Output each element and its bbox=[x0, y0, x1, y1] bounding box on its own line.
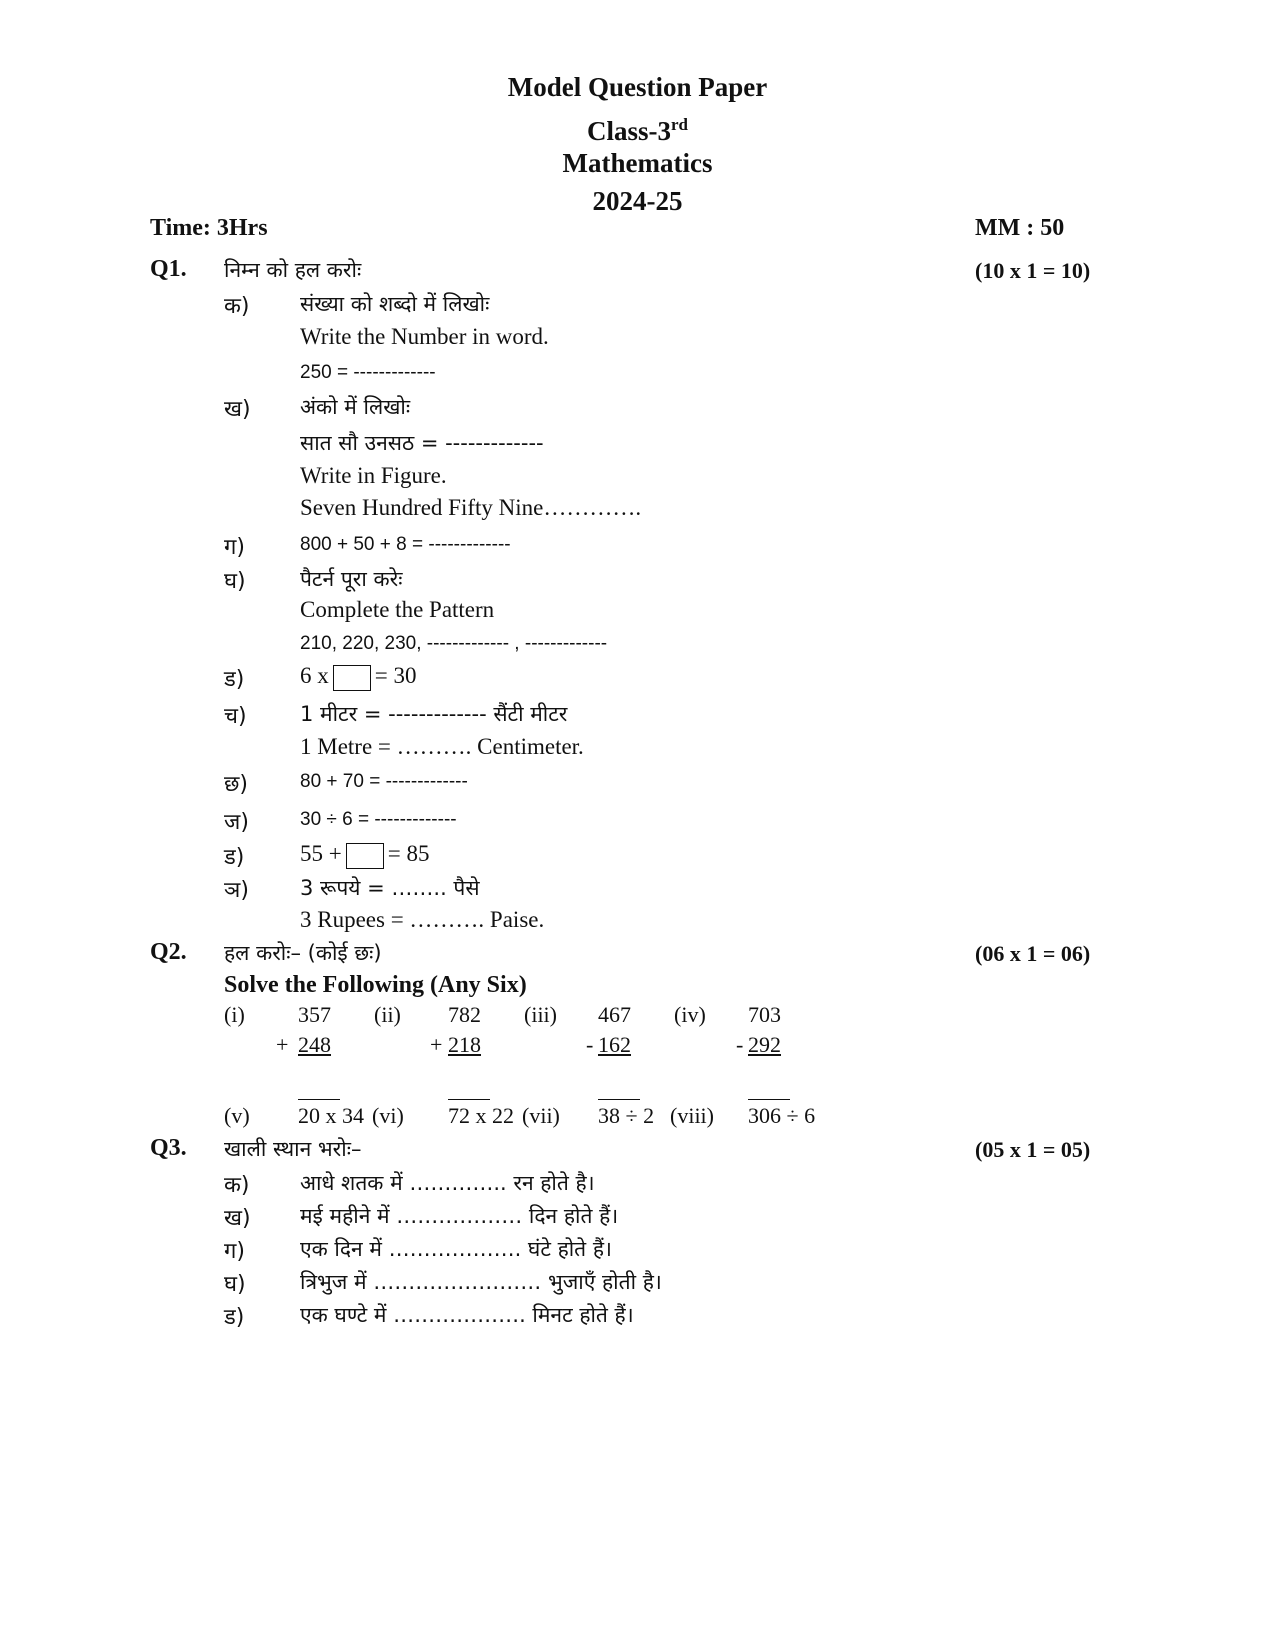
q1-title: निम्न को हल करोः bbox=[224, 258, 362, 282]
answer-line bbox=[748, 1099, 790, 1100]
sum-i-top: 357 bbox=[298, 1002, 331, 1027]
q1-d-english: Complete the Pattern bbox=[300, 597, 495, 622]
q3-e-text: एक घण्टे में ………………. मिनट होते हैं। bbox=[300, 1303, 634, 1327]
q1-g-expression: 80 + 70 = ------------- bbox=[300, 771, 468, 792]
sum-i-bottom: 248 bbox=[298, 1032, 331, 1057]
q1-a-label: क) bbox=[224, 294, 250, 319]
time-allowed: Time: 3Hrs bbox=[150, 215, 268, 241]
q3-b-text: मई महीने में ……………… दिन होते हैं। bbox=[300, 1204, 619, 1228]
q1-j-hindi: 3 रूपये = …….. पैसे bbox=[300, 876, 480, 900]
q1-f-label: च) bbox=[224, 704, 247, 729]
q1-b-hindi: अंको में लिखोः bbox=[300, 395, 411, 419]
q1-marks: (10 x 1 = 10) bbox=[975, 258, 1091, 283]
q2-marks: (06 x 1 = 06) bbox=[975, 941, 1091, 966]
q2-number: Q2. bbox=[150, 939, 187, 965]
q1-e-label: ड) bbox=[224, 667, 245, 692]
q1-a-expression: 250 = ------------- bbox=[300, 362, 436, 383]
q3-marks: (05 x 1 = 05) bbox=[975, 1137, 1091, 1162]
sum-ii-top: 782 bbox=[448, 1002, 481, 1027]
q1-b-hindi-number: सात सौ उनसठ = ------------- bbox=[300, 431, 544, 455]
q1-b-label: ख) bbox=[224, 397, 251, 422]
sum-iv-label: (iv) bbox=[674, 1002, 706, 1027]
sum-iii-label: (iii) bbox=[524, 1002, 557, 1027]
q3-d-text: त्रिभुज में …………………… भुजाएँ होती है। bbox=[300, 1270, 662, 1294]
paper-header bbox=[0, 68, 1275, 220]
class-suffix: rd bbox=[671, 115, 688, 134]
sum-v-expression: 20 x 34 bbox=[298, 1103, 364, 1128]
q1-d-hindi: पैटर्न पूरा करेः bbox=[300, 567, 403, 591]
q1-i-right: = 85 bbox=[387, 841, 430, 866]
sum-vi-expression: 72 x 22 bbox=[448, 1103, 514, 1128]
sum-iii-bottom: 162 bbox=[598, 1032, 631, 1057]
sum-vii-label: (vii) bbox=[522, 1103, 560, 1128]
session-year: 2024-25 bbox=[592, 186, 683, 216]
sum-viii-label: (viii) bbox=[670, 1103, 714, 1128]
q1-d-pattern: 210, 220, 230, ------------- , ------------- bbox=[300, 633, 608, 654]
sum-i-label: (i) bbox=[224, 1002, 245, 1027]
q1-c-label: ग) bbox=[224, 535, 245, 560]
q2-title: हल करोः– (कोई छः) bbox=[224, 941, 382, 965]
q3-a-text: आधे शतक में ………….. रन होते है। bbox=[300, 1171, 595, 1195]
q1-e-equation bbox=[300, 663, 416, 691]
class-text: Class-3 bbox=[586, 116, 671, 146]
q1-g-label: छ) bbox=[224, 772, 249, 797]
q1-a-english: Write the Number in word. bbox=[300, 324, 549, 349]
max-marks: MM : 50 bbox=[975, 215, 1065, 241]
sum-viii-expression: 306 ÷ 6 bbox=[748, 1103, 816, 1128]
q1-f-english: 1 Metre = ………. Centimeter. bbox=[300, 734, 584, 759]
sum-iv-top: 703 bbox=[748, 1002, 781, 1027]
sum-iii-operator: - bbox=[586, 1032, 594, 1057]
answer-line bbox=[598, 1099, 640, 1100]
class-line bbox=[0, 106, 1275, 144]
q1-a-hindi: संख्या को शब्दो में लिखोः bbox=[300, 292, 490, 316]
q1-j-english: 3 Rupees = ………. Paise. bbox=[300, 907, 545, 932]
answer-box[interactable] bbox=[346, 843, 384, 869]
q1-e-left: 6 x bbox=[300, 663, 329, 688]
sum-i-operator: + bbox=[276, 1032, 289, 1057]
paper-title: Model Question Paper bbox=[507, 72, 768, 102]
answer-line bbox=[448, 1099, 490, 1100]
q1-h-label: ज) bbox=[224, 810, 249, 835]
sum-ii-label: (ii) bbox=[374, 1002, 401, 1027]
sum-ii-bottom: 218 bbox=[448, 1032, 481, 1057]
q2-subtitle: Solve the Following (Any Six) bbox=[224, 972, 527, 998]
subject-title: Mathematics bbox=[562, 148, 713, 178]
q3-b-label: ख) bbox=[224, 1206, 251, 1231]
q1-i-label: ड) bbox=[224, 845, 245, 870]
q1-i-equation bbox=[300, 841, 429, 869]
q1-b-english-number: Seven Hundred Fifty Nine…………. bbox=[300, 495, 642, 520]
sum-iv-bottom: 292 bbox=[748, 1032, 781, 1057]
q3-c-label: ग) bbox=[224, 1239, 245, 1264]
q3-title: खाली स्थान भरोः– bbox=[224, 1137, 362, 1161]
q1-j-label: ञ) bbox=[224, 878, 249, 903]
q1-d-label: घ) bbox=[224, 569, 246, 594]
q1-number: Q1. bbox=[150, 256, 187, 282]
q3-c-text: एक दिन में ………………. घंटे होते हैं। bbox=[300, 1237, 612, 1261]
q1-c-expression: 800 + 50 + 8 = ------------- bbox=[300, 534, 511, 555]
sum-v-label: (v) bbox=[224, 1103, 250, 1128]
q1-f-hindi: 1 मीटर = ------------- सैंटी मीटर bbox=[300, 702, 568, 726]
sum-vi-label: (vi) bbox=[372, 1103, 404, 1128]
q3-number: Q3. bbox=[150, 1135, 187, 1161]
q3-e-label: ड) bbox=[224, 1305, 245, 1330]
answer-line bbox=[298, 1099, 340, 1100]
sum-vii-expression: 38 ÷ 2 bbox=[598, 1103, 655, 1128]
sum-ii-operator: + bbox=[430, 1032, 443, 1057]
q1-i-left: 55 + bbox=[300, 841, 342, 866]
q1-b-english: Write in Figure. bbox=[300, 463, 447, 488]
sum-iii-top: 467 bbox=[598, 1002, 631, 1027]
answer-box[interactable] bbox=[333, 665, 371, 691]
q3-a-label: क) bbox=[224, 1173, 250, 1198]
q3-d-label: घ) bbox=[224, 1272, 246, 1297]
sum-iv-operator: - bbox=[736, 1032, 744, 1057]
q1-h-expression: 30 ÷ 6 = ------------- bbox=[300, 809, 457, 830]
q1-e-right: = 30 bbox=[374, 663, 417, 688]
